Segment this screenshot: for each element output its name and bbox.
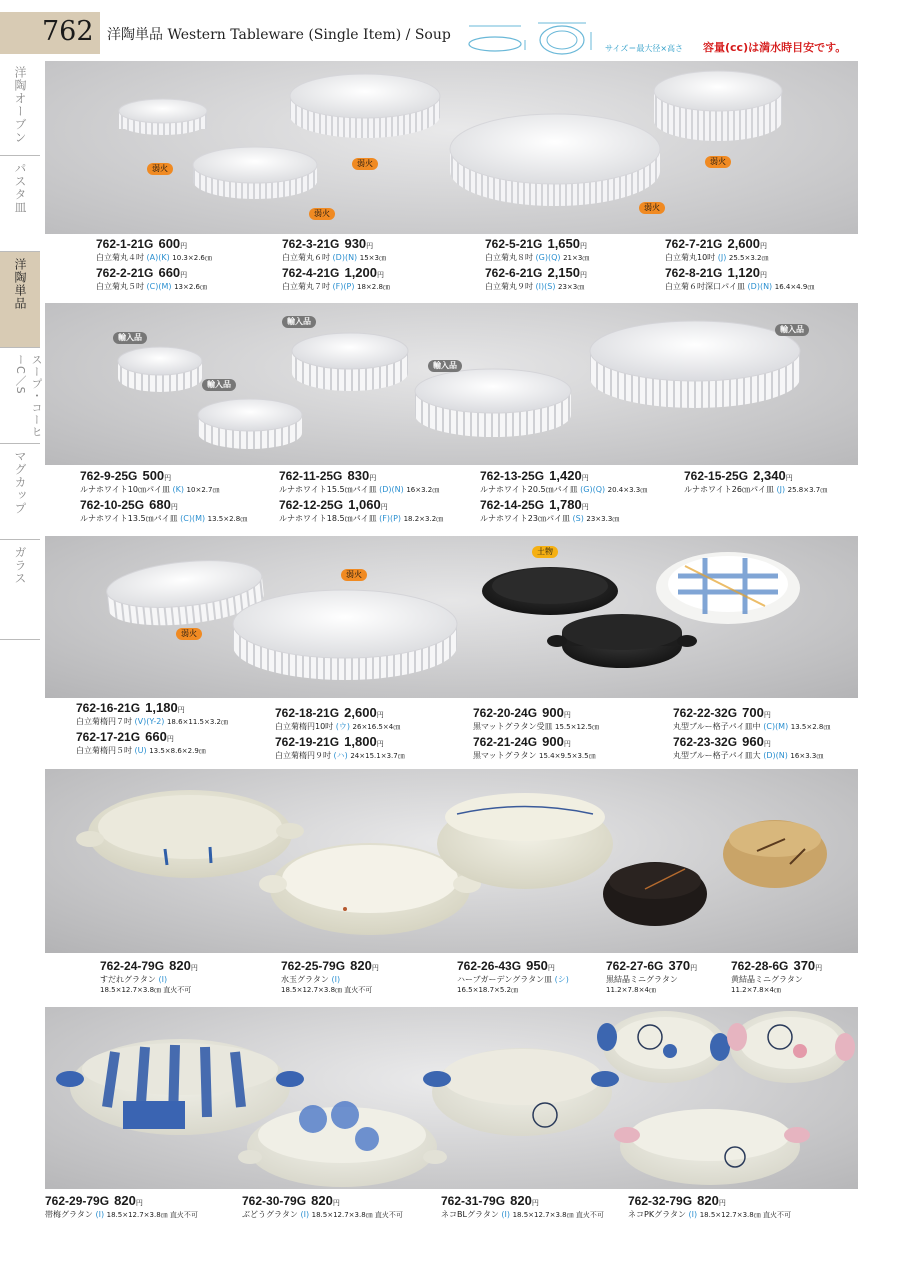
product-photo-panel-2 <box>45 303 858 465</box>
product-caption: 762-32-79G 820円 ネコPKグラタン (I) 18.5×12.7×3.8㎝ 直火不可 <box>628 1193 791 1219</box>
size-diagram-icon <box>465 20 605 56</box>
import-badge: 輸入品 <box>113 332 147 344</box>
dish-762-2 <box>193 147 317 199</box>
dish-762-3 <box>290 74 440 138</box>
product-caption: 762-27-6G 370円 黒結晶ミニグラタン 11.2×7.8×4㎝ <box>606 958 698 994</box>
product-caption: 762-16-21G 1,180円 白立菊楕円７吋 (V)(Y-2) 18.6×11.5×3.2㎝ 762-17-21G 660円 白立菊楕円５吋 (U) 13.5×8.6×2.9㎝ <box>76 700 229 755</box>
product-caption: 762-30-79G 820円 ぶどうグラタン (I) 18.5×12.7×3.8㎝ 直火不可 <box>242 1193 403 1219</box>
product-photo-panel-4 <box>45 769 858 953</box>
product-caption: 762-24-79G 820円 すだれグラタン (I) 18.5×12.7×3.8㎝ 直火不可 <box>100 958 198 994</box>
page-number: 762 <box>42 16 94 47</box>
tab-label: スープ・コーヒーC／S <box>14 354 43 438</box>
low-heat-badge: 弱火 <box>705 156 731 168</box>
low-heat-badge: 弱火 <box>352 158 378 170</box>
import-badge: 輸入品 <box>202 379 236 391</box>
product-caption: 762-1-21G 600円 白立菊丸４吋 (A)(K) 10.3×2.6㎝ 762-2-21G 660円 白立菊丸５吋 (C)(M) 13×2.6㎝ <box>96 236 212 291</box>
product-caption: 762-15-25G 2,340円 ルナホワイト26㎝パイ皿 (J) 25.8×3.7㎝ <box>684 468 828 494</box>
size-note: サイズ＝最大径×高さ <box>605 44 684 53</box>
low-heat-badge: 弱火 <box>341 569 367 581</box>
page-title: 洋陶単品 Western Tableware (Single Item) / Soup <box>107 27 451 43</box>
dish-photo <box>45 303 858 465</box>
product-photo-panel-1 <box>45 61 858 234</box>
dish-photo <box>45 61 858 234</box>
dish-photo <box>45 1007 858 1189</box>
tab-label: 洋陶オーブン <box>13 66 27 144</box>
import-badge: 輸入品 <box>428 360 462 372</box>
low-heat-badge: 弱火 <box>147 163 173 175</box>
dish-762-7 <box>654 71 782 141</box>
product-caption: 762-25-79G 820円 水玉グラタン (I) 18.5×12.7×3.8㎝ 直火不可 <box>281 958 379 994</box>
capacity-note: 容量(cc)は満水時目安です。 <box>703 41 847 54</box>
tab-western-oven[interactable] <box>0 60 40 156</box>
tab-label: ガラス <box>13 546 27 585</box>
product-caption: 762-9-25G 500円 ルナホワイト10㎝パイ皿 (K) 10×2.7㎝ 762-10-25G 680円 ルナホワイト13.5㎝パイ皿 (C)(M) 13.5×2.8㎝ <box>80 468 248 523</box>
product-caption: 762-31-79G 820円 ネコBLグラタン (I) 18.5×12.7×3.8㎝ 直火不可 <box>441 1193 604 1219</box>
tab-glass[interactable] <box>0 540 40 640</box>
tab-label: 洋陶単品 <box>13 258 27 310</box>
side-tabs <box>0 60 43 640</box>
tab-soup-coffee[interactable] <box>0 348 43 444</box>
tab-label: パスタ皿 <box>13 162 27 214</box>
product-caption: 762-29-79G 820円 帯梅グラタン (I) 18.5×12.7×3.8㎝ 直火不可 <box>45 1193 198 1219</box>
low-heat-badge: 弱火 <box>176 628 202 640</box>
product-caption: 762-20-24G 900円 黒マットグラタン受皿 15.5×12.5㎝ 762-21-24G 900円 黒マットグラタン 15.4×9.5×3.5㎝ <box>473 705 600 760</box>
product-caption: 762-26-43G 950円 ハーブガーデングラタン皿 (シ) 16.5×18.7×5.2㎝ <box>457 958 569 994</box>
product-caption: 762-13-25G 1,420円 ルナホワイト20.5㎝パイ皿 (G)(Q) 20.4×3.3㎝ 762-14-25G 1,780円 ルナホワイト23㎝パイ皿 (S) 23×3.3㎝ <box>480 468 648 523</box>
dish-photo <box>45 769 858 953</box>
tab-label: マグカップ <box>13 450 27 515</box>
low-heat-badge: 弱火 <box>309 208 335 220</box>
dish-photo <box>45 536 858 698</box>
tab-mug[interactable] <box>0 444 40 540</box>
product-photo-panel-5 <box>45 1007 858 1189</box>
product-photo-panel-3 <box>45 536 858 698</box>
product-caption: 762-11-25G 830円 ルナホワイト15.5㎝パイ皿 (D)(N) 16×3.2㎝ 762-12-25G 1,060円 ルナホワイト18.5㎝パイ皿 (F)(P) 18.2×3.2㎝ <box>279 468 444 523</box>
product-caption: 762-22-32G 700円 丸型ブルー格子パイ皿中 (C)(M) 13.5×2.8㎝ 762-23-32G 960円 丸型ブルー格子パイ皿大 (D)(N) 16×3.3㎝ <box>673 705 831 760</box>
dish-762-5 <box>450 114 660 206</box>
import-badge: 輸入品 <box>282 316 316 328</box>
product-caption: 762-7-21G 2,600円 白立菊丸10吋 (J) 25.5×3.2㎝ 762-8-21G 1,120円 白立菊６吋深口パイ皿 (D)(N) 16.4×4.9㎝ <box>665 236 815 291</box>
page-number-tab <box>0 12 100 54</box>
tab-pasta-plate[interactable] <box>0 156 40 252</box>
product-caption: 762-28-6G 370円 黄結晶ミニグラタン 11.2×7.8×4㎝ <box>731 958 823 994</box>
earthenware-badge: 土物 <box>532 546 558 558</box>
product-caption: 762-5-21G 1,650円 白立菊丸８吋 (G)(Q) 21×3㎝ 762-6-21G 2,150円 白立菊丸９吋 (I)(S) 23×3㎝ <box>485 236 590 291</box>
page-header <box>0 0 900 60</box>
product-caption: 762-18-21G 2,600円 白立菊楕円10吋 (ウ) 26×16.5×4㎝ 762-19-21G 1,800円 白立菊楕円９吋 (ハ) 24×15.1×3.7㎝ <box>275 705 405 760</box>
dish-762-1 <box>119 99 207 135</box>
low-heat-badge: 弱火 <box>639 202 665 214</box>
import-badge: 輸入品 <box>775 324 809 336</box>
product-caption: 762-3-21G 930円 白立菊丸６吋 (D)(N) 15×3㎝ 762-4-21G 1,200円 白立菊丸７吋 (F)(P) 18×2.8㎝ <box>282 236 390 291</box>
tab-western-single[interactable] <box>0 252 40 348</box>
